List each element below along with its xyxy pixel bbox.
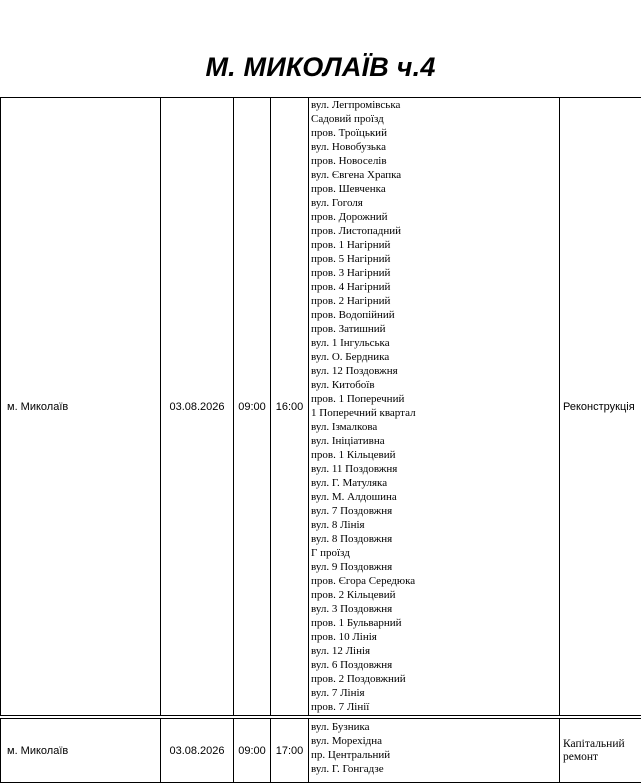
street-item: пров. Шевченка bbox=[311, 183, 386, 195]
start-time-cell: 09:00 bbox=[234, 98, 271, 716]
street-item: пров. 1 Бульварний bbox=[311, 617, 402, 629]
street-item: вул. 8 Поздовжня bbox=[311, 533, 393, 545]
street-item: вул. 6 Поздовжня bbox=[311, 659, 393, 671]
street-item: пров. 3 Нагірний bbox=[311, 267, 391, 279]
street-item: пров. 4 Нагірний bbox=[311, 281, 391, 293]
date-cell: 03.08.2026 bbox=[161, 719, 234, 783]
page-title: М. МИКОЛАЇВ ч.4 bbox=[205, 52, 436, 82]
street-item: пров. Троїцький bbox=[311, 127, 387, 139]
street-item: пров. Новоселів bbox=[311, 155, 387, 167]
street-item: вул. 8 Лінія bbox=[311, 519, 365, 531]
street-item: вул. Бузника bbox=[311, 721, 370, 733]
street-item: пров. 1 Кільцевий bbox=[311, 449, 396, 461]
table-row bbox=[1, 98, 641, 716]
street-item: вул. Г. Матуляка bbox=[311, 477, 388, 489]
city-cell: м. Миколаїв bbox=[1, 98, 161, 716]
street-item: вул. 7 Лінія bbox=[311, 687, 365, 699]
end-time-cell: 16:00 bbox=[271, 98, 309, 716]
street-item: пров. 7 Лінії bbox=[311, 701, 370, 713]
streets-cell bbox=[309, 719, 560, 783]
street-item: вул. 12 Поздовжня bbox=[311, 365, 398, 377]
street-item: вул. Ізмалкова bbox=[311, 421, 378, 433]
street-item: пров. 1 Поперечний bbox=[311, 393, 405, 405]
street-item: вул. 9 Поздовжня bbox=[311, 561, 393, 573]
street-item: вул. Новобузька bbox=[311, 141, 386, 153]
street-item: вул. Ініціативна bbox=[311, 435, 385, 447]
street-item: вул. 11 Поздовжня bbox=[311, 463, 398, 475]
street-item: 1 Поперечний квартал bbox=[311, 407, 416, 419]
streets-cell bbox=[309, 98, 560, 716]
street-item: Г проїзд bbox=[311, 547, 350, 559]
street-item: вул. 12 Лінія bbox=[311, 645, 371, 657]
street-item: вул. 3 Поздовжня bbox=[311, 603, 393, 615]
start-time-cell: 09:00 bbox=[234, 719, 271, 783]
street-item: вул. 7 Поздовжня bbox=[311, 505, 393, 517]
date-cell: 03.08.2026 bbox=[161, 98, 234, 716]
works-type-cell: Реконструкція bbox=[560, 98, 641, 716]
outage-schedule-table bbox=[0, 97, 641, 783]
street-item: пров. 2 Поздовжний bbox=[311, 673, 406, 685]
street-item: Садовий проїзд bbox=[311, 113, 384, 125]
street-item: пр. Центральний bbox=[311, 749, 391, 761]
street-item: пров. 10 Лінія bbox=[311, 631, 377, 643]
street-item: вул. М. Алдошина bbox=[311, 491, 397, 503]
street-item: вул. Морехідна bbox=[311, 735, 382, 747]
street-item: вул. Євгена Храпка bbox=[311, 169, 402, 181]
street-item: пров. Єгора Середюка bbox=[311, 575, 416, 587]
street-item: вул. О. Бердника bbox=[311, 351, 390, 363]
street-item: пров. Листопадний bbox=[311, 225, 401, 237]
street-item: вул. Гоголя bbox=[311, 197, 363, 209]
street-item: пров. 5 Нагірний bbox=[311, 253, 391, 265]
city-cell: м. Миколаїв bbox=[1, 719, 161, 783]
table-row bbox=[1, 719, 641, 783]
end-time-cell: 17:00 bbox=[271, 719, 309, 783]
street-item: пров. 1 Нагірний bbox=[311, 239, 391, 251]
street-item: пров. Водопійний bbox=[311, 309, 395, 321]
works-type-cell: Капітальний ремонт bbox=[560, 719, 641, 783]
street-item: вул. Г. Гонгадзе bbox=[311, 763, 384, 775]
street-item: пров. 2 Кільцевий bbox=[311, 589, 396, 601]
street-item: пров. Дорожний bbox=[311, 211, 388, 223]
street-item: пров. Затишний bbox=[311, 323, 386, 335]
street-item: вул. Китобоїв bbox=[311, 379, 375, 391]
street-item: пров. 2 Нагірний bbox=[311, 295, 391, 307]
street-item: вул. Легпромівська bbox=[311, 99, 401, 111]
street-item: вул. 1 Інгульська bbox=[311, 337, 390, 349]
